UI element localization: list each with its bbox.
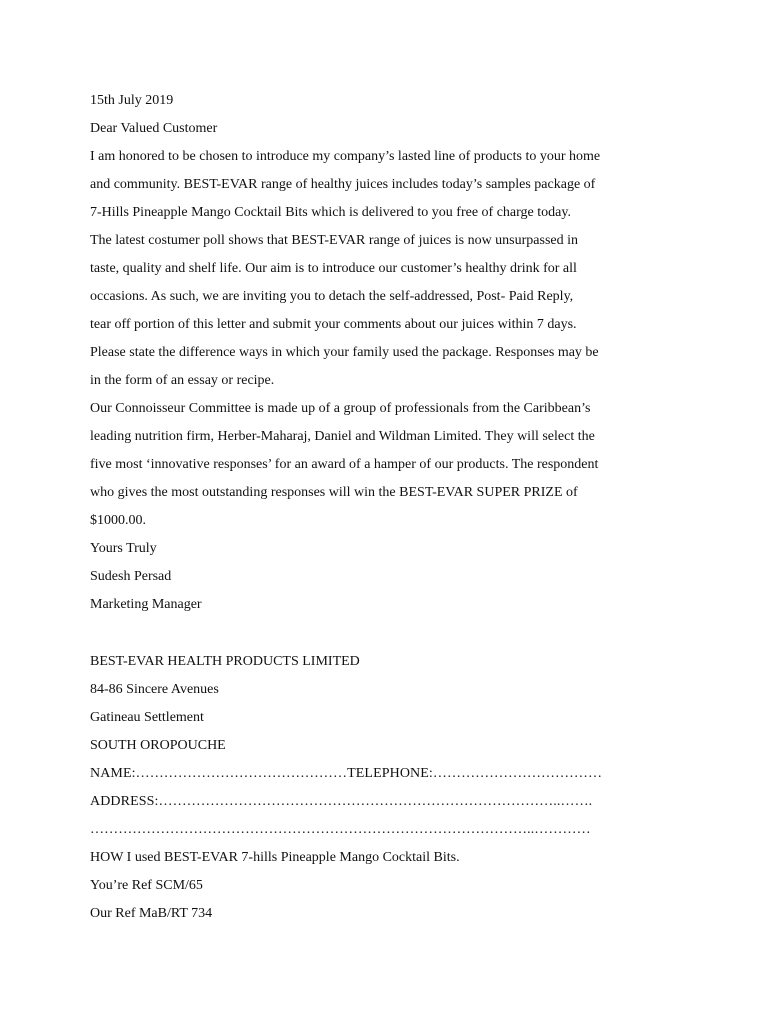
body-line: tear off portion of this letter and submit your comments about our juices within 7 days.: [90, 317, 577, 332]
section-gap: [90, 619, 710, 648]
letter-date: 15th July 2019: [90, 93, 174, 108]
address-continuation-field[interactable]: …………………………………………………………………………………..…………: [90, 822, 591, 837]
your-reference: You’re Ref SCM/65: [90, 878, 203, 893]
reply-company-name: BEST-EVAR HEALTH PRODUCTS LIMITED: [90, 654, 360, 669]
letter-page: [90, 87, 710, 928]
body-line: The latest costumer poll shows that BEST-EVAR range of juices is now unsurpassed in: [90, 233, 578, 248]
salutation: Dear Valued Customer: [90, 121, 218, 136]
body-line: Our Connoisseur Committee is made up of a group of professionals from the Caribbean’s: [90, 401, 591, 416]
our-reference: Our Ref MaB/RT 734: [90, 906, 213, 921]
body-line: I am honored to be chosen to introduce my company’s lasted line of products to your home: [90, 149, 601, 164]
body-line: in the form of an essay or recipe.: [90, 373, 275, 388]
body-line: leading nutrition firm, Herber-Maharaj, Daniel and Wildman Limited. They will select the: [90, 429, 595, 444]
body-line: Please state the difference ways in which your family used the package. Responses may be: [90, 345, 599, 360]
body-line: occasions. As such, we are inviting you to detach the self-addressed, Post- Paid Reply,: [90, 289, 574, 304]
how-used-heading: HOW I used BEST-EVAR 7-hills Pineapple Mango Cocktail Bits.: [90, 850, 460, 865]
address-field[interactable]: ADDRESS:…………………………………………………………………………..…….: [90, 794, 593, 809]
body-line: and community. BEST-EVAR range of healthy juices includes today’s samples package of: [90, 177, 596, 192]
body-line: taste, quality and shelf life. Our aim is to introduce our customer’s healthy drink for all: [90, 261, 577, 276]
signer-title: Marketing Manager: [90, 597, 202, 612]
reply-address-line: SOUTH OROPOUCHE: [90, 738, 226, 753]
body-line: $1000.00.: [90, 513, 146, 528]
reply-address-line: Gatineau Settlement: [90, 710, 204, 725]
body-line: 7-Hills Pineapple Mango Cocktail Bits which is delivered to you free of charge today.: [90, 205, 571, 220]
name-telephone-field[interactable]: NAME:………………………………………TELEPHONE:………………………………: [90, 766, 603, 781]
reply-address-line: 84-86 Sincere Avenues: [90, 682, 219, 697]
body-line: five most ‘innovative responses’ for an award of a hamper of our products. The respondent: [90, 457, 599, 472]
closing: Yours Truly: [90, 541, 157, 556]
signer-name: Sudesh Persad: [90, 569, 172, 584]
body-line: who gives the most outstanding responses will win the BEST-EVAR SUPER PRIZE of: [90, 485, 578, 500]
